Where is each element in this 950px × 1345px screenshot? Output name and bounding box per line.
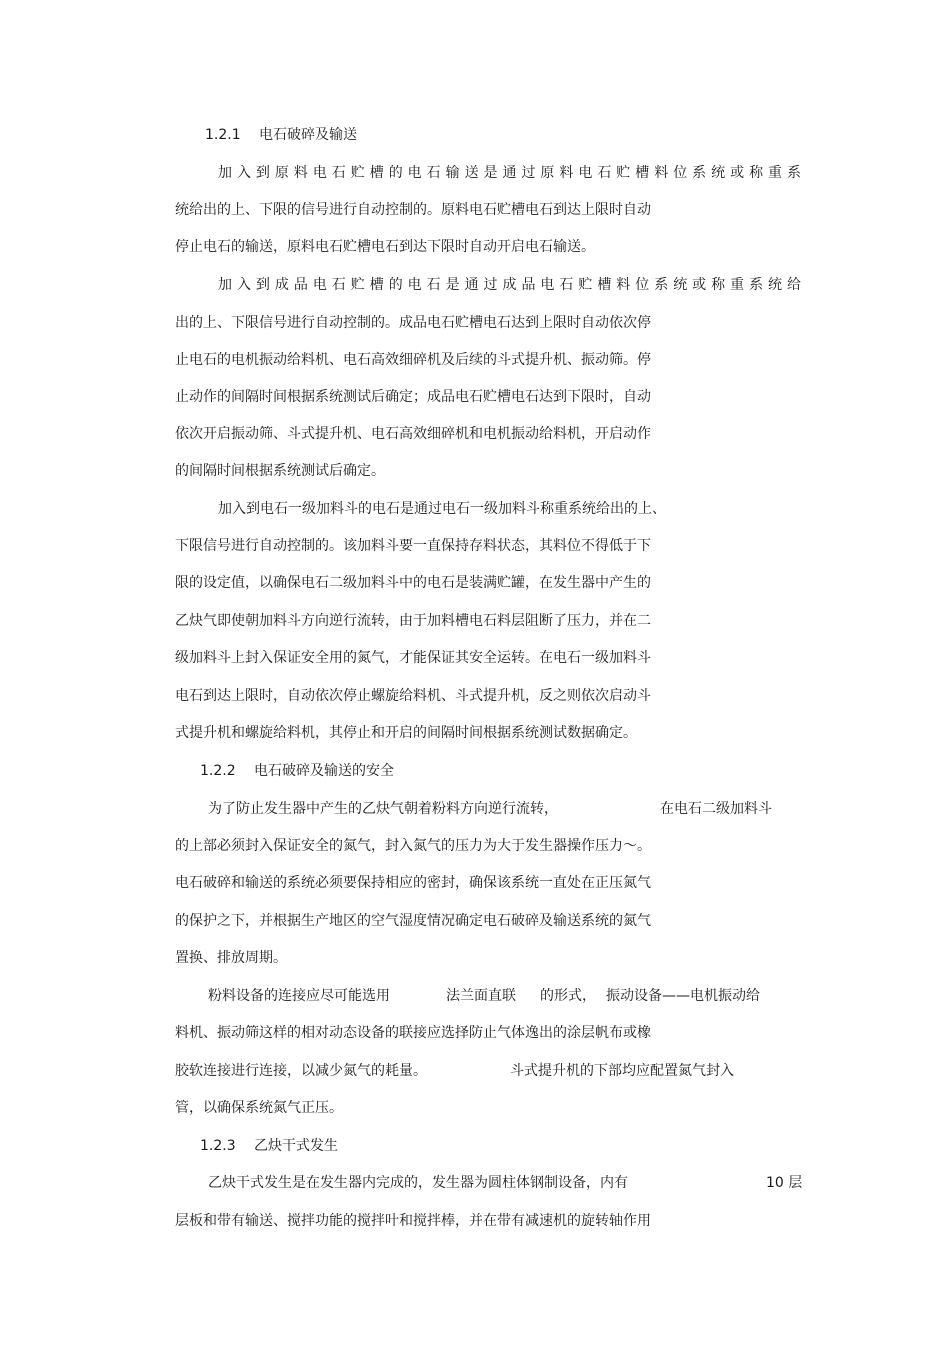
section-heading-1-2-2 [200,762,394,780]
paragraph-line: 加入到成品电石贮槽的电石是通过成品电石贮槽料位系统或称重系统给 [218,277,802,293]
paragraph-line: 的上部必须封入保证安全的氮气，封入氮气的压力为大于发生器操作压力～。 [175,838,651,854]
text-segment: 的形式， [540,988,596,1004]
paragraph-line: 统给出的上、下限的信号进行自动控制的。原料电石贮槽电石到达上限时自动 [175,202,651,218]
paragraph-line: 加入到电石一级加料斗的电石是通过电石一级加料斗称重系统给出的上、 [218,501,666,517]
paragraph-line: 停止电石的输送，原料电石贮槽电石到达下限时自动开启电石输送。 [175,239,595,255]
paragraph-line: 加入到原料电石贮槽的电石输送是通过原料电石贮槽料位系统或称重系 [218,165,802,181]
paragraph-line: 式提升机和螺旋给料机，其停止和开启的间隔时间根据系统测试数据确定。 [175,725,637,741]
text-segment: 10 层 [766,1175,803,1191]
paragraph-line [510,1062,734,1080]
text-segment: 胶软连接进行连接，以减少氮气的耗量。 [175,1063,427,1079]
section-title: 电石破碎及输送的安全 [254,763,394,779]
paragraph-line [208,800,558,818]
paragraph-line: 止动作的间隔时间根据系统测试后确定；成品电石贮槽电石达到下限时，自动 [175,389,651,405]
paragraph-line: 出的上、下限信号进行自动控制的。成品电石贮槽电石达到上限时自动依次停 [175,315,651,331]
section-number: 1.2.2 [200,763,236,779]
paragraph-line: 层板和带有输送、搅拌功能的搅拌叶和搅拌棒，并在带有减速机的旋转轴作用 [175,1213,651,1229]
paragraph-line: 电石破碎和输送的系统必须要保持相应的密封，确保该系统一直处在正压氮气 [175,875,651,891]
section-title: 电石破碎及输送 [259,127,357,143]
paragraph-line: 电石到达上限时，自动依次停止螺旋给料机、斗式提升机，反之则依次启动斗 [175,688,651,704]
paragraph-line [208,987,390,1005]
paragraph-line: 下限信号进行自动控制的。该加料斗要一直保持存料状态，其料位不得低于下 [175,538,651,554]
text-segment: 振动设备——电机振动给 [606,988,760,1004]
text-segment: 乙炔干式发生是在发生器内完成的，发生器为圆柱体钢制设备，内有 [208,1175,628,1191]
paragraph-line: 乙炔气即使朝加料斗方向逆行流转，由于加料槽电石料层阻断了压力，并在二 [175,613,651,629]
text-segment: 粉料设备的连接应尽可能选用 [208,988,390,1004]
text-segment: 在电石二级加料斗 [660,801,772,817]
paragraph-line: 的间隔时间根据系统测试后确定。 [175,463,385,479]
paragraph-line [540,987,596,1005]
paragraph-line [446,987,516,1005]
paragraph-line: 限的设定值，以确保电石二级加料斗中的电石是装满贮罐，在发生器中产生的 [175,575,651,591]
section-heading-1-2-1 [205,126,357,144]
paragraph-line: 管，以确保系统氮气正压。 [175,1100,343,1116]
paragraph-line: 的保护之下，并根据生产地区的空气湿度情况确定电石破碎及输送系统的氮气 [175,913,651,929]
paragraph-line: 置换、排放周期。 [175,950,287,966]
section-number: 1.2.1 [205,127,241,143]
text-segment: 为了防止发生器中产生的乙炔气朝着粉料方向逆行流转， [208,801,558,817]
paragraph-line [208,1174,628,1192]
section-title: 乙炔干式发生 [254,1138,338,1154]
text-segment: 斗式提升机的下部均应配置氮气封入 [510,1063,734,1079]
paragraph-line [175,1062,427,1080]
paragraph-line: 料机、振动筛这样的相对动态设备的联接应选择防止气体逸出的涂层帆布或橡 [175,1025,651,1041]
text-segment: 法兰面直联 [446,988,516,1004]
paragraph-line [766,1174,802,1192]
section-heading-1-2-3 [200,1137,338,1155]
paragraph-line [606,987,760,1005]
paragraph-line: 级加料斗上封入保证安全用的氮气，才能保证其安全运转。在电石一级加料斗 [175,650,651,666]
paragraph-line [660,800,772,818]
section-number: 1.2.3 [200,1138,236,1154]
paragraph-line: 依次开启振动筛、斗式提升机、电石高效细碎机和电机振动给料机，开启动作 [175,426,651,442]
paragraph-line: 止电石的电机振动给料机、电石高效细碎机及后续的斗式提升机、振动筛。停 [175,352,651,368]
